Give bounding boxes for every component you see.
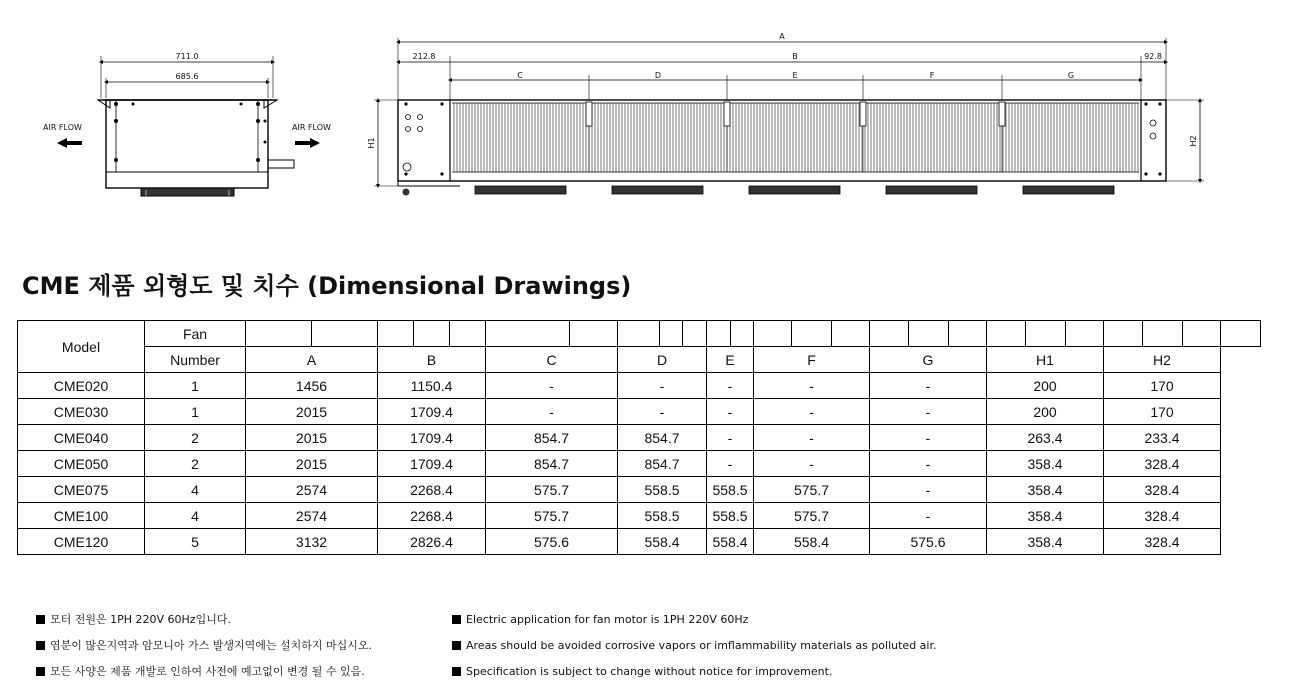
bullet-square-icon [452,667,461,676]
value-cell: 358.4 [987,529,1104,555]
dim-h2-label: H2 [1189,135,1198,147]
table-row [18,529,1261,555]
bullet-square-icon [452,641,461,650]
value-cell: 558.5 [618,477,707,503]
value-cell: 1 [145,399,246,425]
airflow-label-left: AIR FLOW [43,123,82,132]
value-cell: - [618,373,707,399]
value-cell: - [870,451,987,477]
value-cell: 558.5 [618,503,707,529]
value-cell: 328.4 [1104,477,1221,503]
header-col-g: G [870,347,987,373]
dim-g-label: G [1067,71,1075,80]
bullet-square-icon [452,615,461,624]
dim-d-label: D [654,71,662,80]
value-cell: 558.5 [707,503,754,529]
table-row [18,477,1261,503]
value-cell: 2 [145,451,246,477]
value-cell: - [754,399,870,425]
notes-english [452,612,937,690]
note-item: 모든 사양은 제품 개발로 인하여 사전에 예고없이 변경 될 수 있음. [36,664,372,690]
value-cell: 854.7 [618,451,707,477]
model-cell: CME100 [18,503,145,529]
value-cell: 558.5 [707,477,754,503]
dim-b-label: B [792,52,798,61]
bullet-square-icon [36,615,45,624]
header-col-e: E [707,347,754,373]
value-cell: - [707,425,754,451]
value-cell: - [870,477,987,503]
value-cell: 2015 [246,425,378,451]
value-cell: 558.4 [754,529,870,555]
model-cell: CME020 [18,373,145,399]
value-cell: 2015 [246,451,378,477]
value-cell: - [754,425,870,451]
value-cell: 1709.4 [378,451,486,477]
value-cell: - [870,503,987,529]
model-cell: CME030 [18,399,145,425]
value-cell: 328.4 [1104,503,1221,529]
value-cell: 170 [1104,399,1221,425]
header-model: Model [18,321,145,373]
value-cell: 4 [145,503,246,529]
value-cell: 5 [145,529,246,555]
value-cell: 233.4 [1104,425,1221,451]
value-cell: 4 [145,477,246,503]
value-cell: - [870,399,987,425]
dimensional-drawing [0,0,1302,230]
value-cell: 263.4 [987,425,1104,451]
value-cell: - [870,425,987,451]
note-item: 모터 전원은 1PH 220V 60Hz입니다. [36,612,372,638]
value-cell: 558.4 [618,529,707,555]
value-cell: 575.7 [754,477,870,503]
arrow-right-icon [295,138,320,148]
note-item: Areas should be avoided corrosive vapors or imflammability materials as polluted air. [452,638,937,664]
notes-korean [36,612,372,690]
value-cell: 328.4 [1104,451,1221,477]
value-cell: 854.7 [618,425,707,451]
table-row [18,451,1261,477]
value-cell: 2574 [246,503,378,529]
value-cell: 358.4 [987,477,1104,503]
dimension-table [17,320,1261,555]
value-cell: 1150.4 [378,373,486,399]
value-cell: 2268.4 [378,503,486,529]
value-cell: - [486,399,618,425]
value-cell: 200 [987,399,1104,425]
page-title: CME 제품 외형도 및 치수 (Dimensional Drawings) [22,272,632,300]
value-cell: - [486,373,618,399]
value-cell: 558.4 [707,529,754,555]
value-cell: - [707,373,754,399]
front-view [367,32,1204,196]
value-cell: 1709.4 [378,399,486,425]
value-cell: - [870,373,987,399]
model-cell: CME075 [18,477,145,503]
value-cell: - [618,399,707,425]
note-item: Electric application for fan motor is 1PH 220V 60Hz [452,612,937,638]
value-cell: 170 [1104,373,1221,399]
header-col-h1: H1 [987,347,1104,373]
model-cell: CME040 [18,425,145,451]
model-cell: CME050 [18,451,145,477]
value-cell: - [754,373,870,399]
value-cell: 575.7 [486,477,618,503]
value-cell: 575.6 [870,529,987,555]
value-cell: 854.7 [486,425,618,451]
header-col-h2: H2 [1104,347,1221,373]
model-cell: CME120 [18,529,145,555]
dim-right-offset: 92.8 [1144,52,1162,61]
header-fan: Fan [145,321,246,347]
dim-c-label: C [517,71,523,80]
value-cell: 575.7 [754,503,870,529]
dim-a-label: A [779,32,785,41]
header-col-d: D [618,347,707,373]
airflow-label-right: AIR FLOW [292,123,331,132]
note-item: Specification is subject to change without notice for improvement. [452,664,937,690]
value-cell: - [707,399,754,425]
value-cell: 575.6 [486,529,618,555]
bullet-square-icon [36,667,45,676]
side-view [43,52,331,196]
arrow-left-icon [57,138,82,148]
table-row [18,425,1261,451]
value-cell: 328.4 [1104,529,1221,555]
value-cell: 2015 [246,399,378,425]
value-cell: 2 [145,425,246,451]
dim-e-label: E [792,71,798,80]
value-cell: - [707,451,754,477]
value-cell: 3132 [246,529,378,555]
value-cell: 358.4 [987,503,1104,529]
value-cell: 1456 [246,373,378,399]
table-row [18,399,1261,425]
table-row [18,503,1261,529]
value-cell: 1 [145,373,246,399]
dim-h1-label: H1 [367,137,376,149]
side-inner-width: 685.6 [175,72,199,81]
header-col-a: A [246,347,378,373]
value-cell: 854.7 [486,451,618,477]
table-row [18,373,1261,399]
dim-f-label: F [929,71,935,80]
side-overall-width: 711.0 [175,52,199,61]
value-cell: 2268.4 [378,477,486,503]
header-col-c: C [486,347,618,373]
value-cell: 358.4 [987,451,1104,477]
header-col-f: F [754,347,870,373]
value-cell: 575.7 [486,503,618,529]
value-cell: 2574 [246,477,378,503]
dim-left-offset: 212.8 [412,52,436,61]
header-col-b: B [378,347,486,373]
value-cell: 2826.4 [378,529,486,555]
bullet-square-icon [36,641,45,650]
header-number: Number [145,347,246,373]
value-cell: - [754,451,870,477]
value-cell: 200 [987,373,1104,399]
note-item: 염분이 많은지역과 암모니아 가스 발생지역에는 설치하지 마십시오. [36,638,372,664]
value-cell: 1709.4 [378,425,486,451]
